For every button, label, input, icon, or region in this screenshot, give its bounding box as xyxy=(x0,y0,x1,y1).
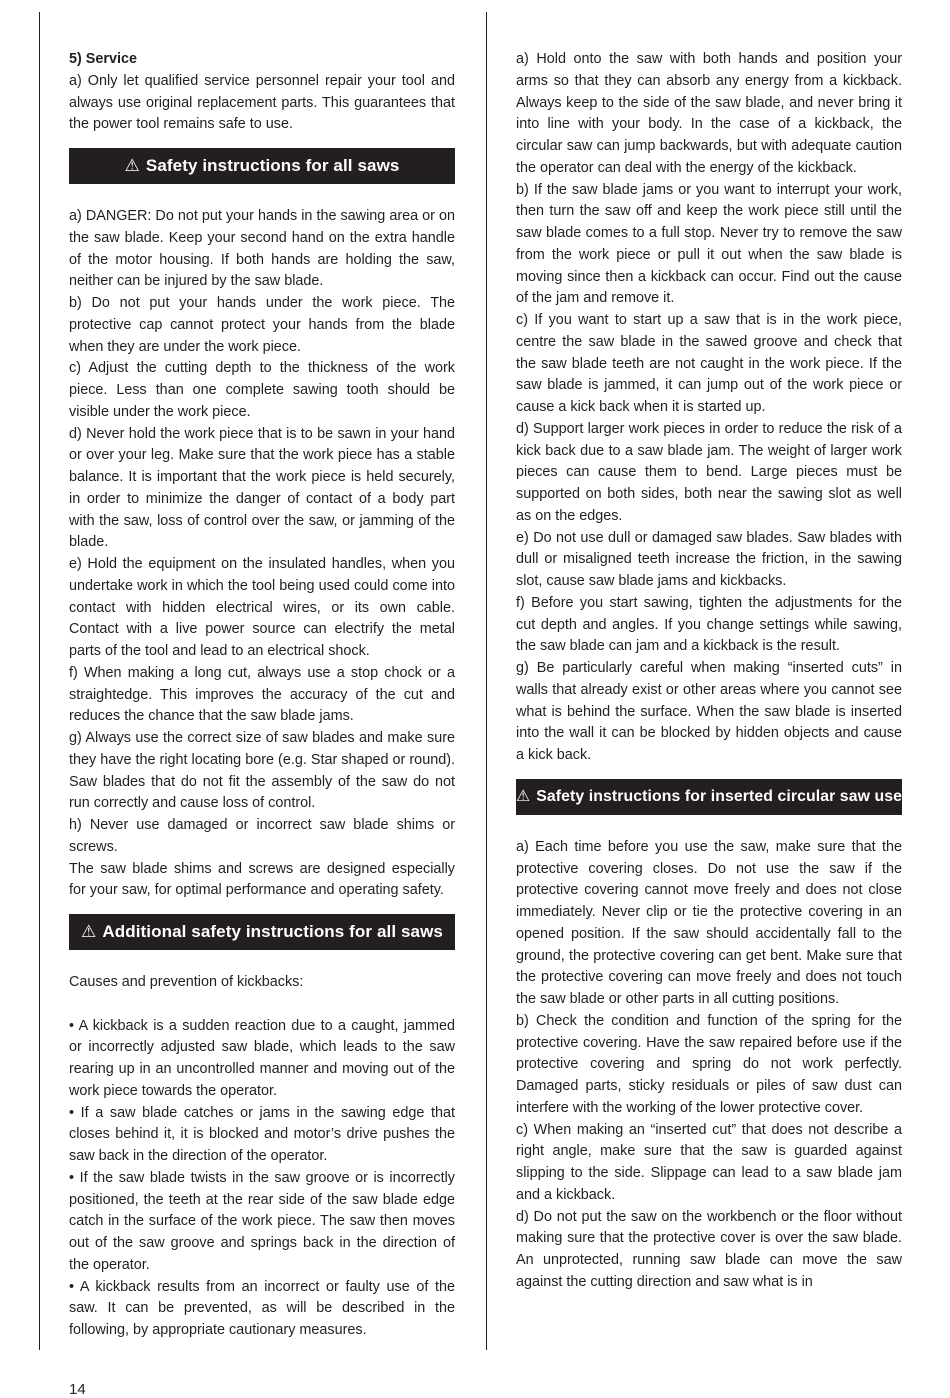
section-bar-all-saws xyxy=(69,148,455,184)
instruction-item: a) Hold onto the saw with both hands and position your arms so that they can absorb any energy from a kickback. Always keep to the side of the saw blade, and never bring it into line with your body. In the case of a kickback, the circular saw can jump backwards, but with adequate caution the operator can deal with the energy of the kickback. xyxy=(516,51,902,176)
page-number: 14 xyxy=(69,1381,86,1398)
right-column xyxy=(516,49,902,1294)
instruction-item: c) If you want to start up a saw that is in the work piece, centre the saw blade in the sawed groove and check that the saw blade teeth are not caught in the work piece. If the saw blade is jammed, it can jump out of the work piece or cause a kick back when it is started up. xyxy=(516,312,902,415)
kickback-intro: Causes and prevention of kickbacks: xyxy=(69,974,304,990)
warning-icon: ⚠ xyxy=(124,156,140,175)
column-divider-right xyxy=(486,12,487,1350)
instruction-item: d) Support larger work pieces in order to reduce the risk of a kick back due to a saw blade jam. The weight of larger work pieces can cause them to bend. Large pieces must be supported on both sides, both near the sawing slot as well as on the edges. xyxy=(516,420,902,524)
instruction-item: b) Do not put your hands under the work piece. The protective cap cannot protect your hands from the blade when they are under the work piece. xyxy=(69,295,455,355)
instruction-item: f) Before you start sawing, tighten the adjustments for the cut depth and angles. If you change settings while sawing, the saw blade can jam and a kickback is the result. xyxy=(516,594,902,655)
instruction-item: a) DANGER: Do not put your hands in the sawing area or on the saw blade. Keep your second hand on the extra handle of the motor housing. If both hands are holding the saw, neither can be injured by the saw blade. xyxy=(69,208,455,290)
instruction-item: b) Check the condition and function of the spring for the protective covering. Have the saw repaired before use if the protective covering and spring do not work perfectly. Damaged parts, sticky residuals or piles of saw dust can interfere with the working of the lower protective cover. xyxy=(516,1012,902,1116)
warning-icon: ⚠ xyxy=(516,787,531,805)
instruction-item: d) Do not put the saw on the workbench or the floor without making sure that the protective cover is over the saw blade. An unprotected, running saw blade can move the saw against the cutting direction and saw what is in xyxy=(516,1208,902,1290)
instruction-item: c) When making an “inserted cut” that does not describe a right angle, make sure that the saw is guarded against slipping to the side. Slippage can lead to a saw blade jam and a kickback. xyxy=(516,1121,902,1203)
column-divider-left xyxy=(39,12,40,1350)
instruction-item: b) If the saw blade jams or you want to interrupt your work, then turn the saw off and keep the work piece still until the saw blade comes to a full stop. Never try to remove the saw from the work piece or pull it out when the saw blade is moving since then a kickback can occur. Find out the cause of the jam and remove it. xyxy=(516,181,902,307)
bullet-item: • A kickback is a sudden reaction due to a caught, jammed or incorrectly adjusted saw blade, which leads to the saw rearing up in an uncontrolled manner and moving out of the work piece towards the operator. xyxy=(69,1017,455,1099)
instruction-item: The saw blade shims and screws are designed especially for your saw, for optimal performance and operating safety. xyxy=(69,860,455,899)
section-title: Safety instructions for all saws xyxy=(145,156,400,175)
service-heading: 5) Service xyxy=(69,51,138,67)
section-title: Safety instructions for inserted circular saw use xyxy=(536,787,902,805)
bullet-item: • If a saw blade catches or jams in the sawing edge that closes behind it, it is blocked and motor’s drive pushes the saw back in the direction of the operator. xyxy=(69,1104,455,1164)
instruction-item: e) Do not use dull or damaged saw blades. Saw blades with dull or misaligned teeth increase the friction, in the sawing slot, cause saw blade jams and kickbacks. xyxy=(516,529,902,589)
instruction-item: h) Never use damaged or incorrect saw blade shims or screws. xyxy=(69,817,455,855)
instruction-item: d) Never hold the work piece that is to be sawn in your hand or over your leg. Make sure that the work piece has a stable balance. It is important that the work piece is held securely, in order to minimize the danger of contact of a body part with the saw, loss of control over the saw, or jamming of the blade. xyxy=(69,425,455,551)
instruction-item: a) Each time before you use the saw, make sure that the protective covering closes. Do not use the saw if the protective covering cannot move freely and does not close immediately. Never clip or tie the protective covering in an opened position. If the saw should accidentally fall to the ground, the protective covering can get bent. Make sure that the protective covering can move freely and does not touch the saw blade or other parts in all cutting positions. xyxy=(516,838,902,1007)
warning-icon: ⚠ xyxy=(81,922,97,941)
section-bar-inserted xyxy=(516,779,902,815)
service-paragraph: a) Only let qualified service personnel repair your tool and always use original replacement parts. This guarantees that the power tool remains safe to use. xyxy=(69,72,455,133)
instruction-item: g) Be particularly careful when making “inserted cuts” in walls that already exist or other areas where you cannot see what is behind the surface. When the saw blade is inserted into the wall it can be blocked by hidden objects and cause a kick back. xyxy=(516,660,902,763)
instruction-item: f) When making a long cut, always use a stop chock or a straightedge. This improves the accuracy of the cut and reduces the chance that the saw blade jams. xyxy=(69,664,455,725)
instruction-item: g) Always use the correct size of saw blades and make sure they have the right locating bore (e.g. Star shaped or round). Saw blades that do not fit the assembly of the saw do not run correctly and cause loss of control. xyxy=(69,730,455,812)
bullet-item: • If the saw blade twists in the saw groove or is incorrectly positioned, the teeth at the rear side of the saw blade edge catch in the surface of the work piece. The saw then moves out of the saw groove and springs back in the direction of the operator. xyxy=(69,1169,455,1273)
instruction-item: c) Adjust the cutting depth to the thickness of the work piece. Less than one complete sawing tooth should be visible under the work piece. xyxy=(69,360,455,420)
instruction-item: e) Hold the equipment on the insulated handles, when you undertake work in which the tool being used could come into contact with hidden electrical wires, or its own cable. Contact with a live power source can electrify the metal parts of the tool and lead to an electrical shock. xyxy=(69,556,455,659)
bullet-item: • A kickback results from an incorrect or faulty use of the saw. It can be prevented, as will be described in the following, by appropriate cautionary measures. xyxy=(69,1278,455,1338)
section-title: Additional safety instructions for all saws xyxy=(102,922,443,941)
section-bar-additional xyxy=(69,914,455,950)
left-column xyxy=(69,49,455,1342)
